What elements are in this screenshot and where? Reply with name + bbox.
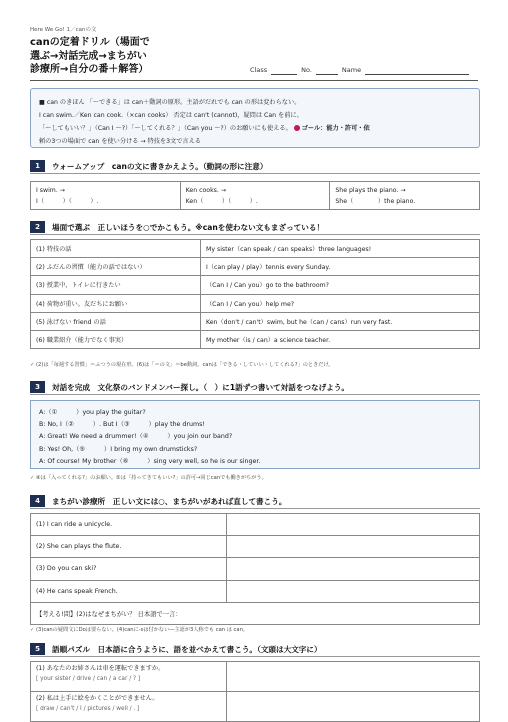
note-text: ④は「入ってくれる?」のお願い。⑤は「持ってきてもいい?」の許可→同じcanでも働きがちがう。 [36,475,267,481]
puzzle-cell [31,662,227,692]
name-field[interactable] [365,66,469,75]
info-line [39,122,471,135]
check-icon: ✓ [30,475,35,481]
answer-cell[interactable] [227,662,480,692]
rewrite-prompt: She plays the piano. → [335,187,406,194]
class-label: Class [250,66,268,74]
scene-cell: (3) 授業中，トイレに行きたい [31,276,201,294]
japanese-sentence: (1) あなたのお姉さんは車を運転できますか。 [36,665,165,672]
dialogue-line[interactable]: A:（① ）you play the guitar? [39,409,146,416]
note-text: (2)は「毎週する習慣」＝ふつうの現在形。(6)は「＝の文」＝be動詞。canは「できる・していい・してくれる?」のときだけ。 [36,362,334,368]
number-field[interactable] [316,66,338,75]
table-row [31,312,480,330]
title-line: canの定着ドリル（場面で [30,37,150,48]
table-row [31,240,480,258]
section-title: 場面で選ぶ 正しいほうを○でかこもう。※canを使わない文もまざっている！ [52,222,325,232]
sentence-cell: (4) He cans speak French. [31,580,227,602]
answer-cell[interactable] [227,580,480,602]
rewrite-prompt: I swim. → [36,187,65,194]
worksheet-title [30,36,260,77]
table-row [31,276,480,294]
name-label: Name [341,66,362,74]
scene-cell: (6) 職業紹介（能力でなく事実） [31,330,201,348]
scene-cell: (4) 荷物が重い。友だちにお願い [31,294,201,312]
think-question-cell[interactable]: 【考える!問】(2)はなぜまちがい？ 日本語で一言： [31,602,480,624]
section-number: 2 [30,221,45,233]
grammar-info-box [30,88,480,148]
rewrite-answer: Ken（ ）（ ）. [185,198,258,205]
rewrite-cell[interactable] [31,182,181,209]
section-4-header [30,494,480,509]
answer-cell[interactable] [227,514,480,536]
table-row [31,536,480,558]
dialogue-box [30,400,480,469]
section-title: まちがい診療所 正しい文には○、まちがいがあれば直して書こう。 [52,496,287,506]
check-icon: ✓ [30,627,35,633]
section-2-note [30,361,334,368]
table-row [31,558,480,580]
table-row [31,258,480,276]
choice-cell[interactable]: My mother（is / can）a science teacher. [201,330,480,348]
table-row [31,514,480,536]
table-row [31,602,480,624]
sentence-cell: (3) Do you can ski? [31,558,227,580]
scene-cell: (5) 泳げない friend の話 [31,312,201,330]
title-line: 選ぶ→対話完成→まちがい [30,50,147,62]
section-title: 語順パズル 日本語に合うように、語を並べかえて書こう。（文頭は大文字に） [52,644,322,654]
rewrite-exercise [30,181,480,210]
sentence-cell: (2) She can plays the flute. [31,536,227,558]
title-line: 診療所→自分の番＋解答） [30,64,149,75]
target-icon [294,125,300,131]
check-icon: ✓ [30,362,35,368]
section-4-note [30,626,248,633]
section-number: 1 [30,160,45,172]
sentence-cell: (1) I can ride a unicycle. [31,514,227,536]
japanese-sentence: (2) 私は上手に絵をかくことができません。 [36,695,159,702]
info-line: ■ can のきほん 「～できる」は can＋動詞の原形。主語がだれでも can の形は変わらない。 [39,99,301,106]
series-label: Here We Go! 1／canの文 [30,27,97,33]
table-row [31,692,480,722]
choice-cell[interactable]: I（can play / play）tennis every Sunday. [201,258,480,276]
correction-table [30,513,480,625]
rewrite-cell[interactable] [181,182,331,209]
rewrite-cell[interactable] [330,182,479,209]
puzzle-cell [31,692,227,722]
answer-cell[interactable] [227,692,480,722]
info-line: 頼の3つの場面で can を使い分ける → 特技を3文で言える [39,138,201,145]
note-text: (3)canの疑問文にDoは要らない。(4)canに-sは付かない―主語が3人称でも can は can。 [36,627,249,633]
section-number: 3 [30,381,45,393]
answer-cell[interactable] [227,558,480,580]
table-row [31,330,480,348]
section-3-note [30,474,267,481]
header-divider [30,80,478,81]
scene-cell: (2) ふだんの習慣（能力の話ではない） [31,258,201,276]
answer-cell[interactable] [227,536,480,558]
table-row [31,580,480,602]
dialogue-line[interactable]: B: No, I（② ）. But I（③ ）play the drums! [39,421,205,429]
choice-table [30,239,480,349]
section-title: ウォームアップ canの文に書きかえよう。（動詞の形に注意） [52,161,268,171]
goal-label: ゴール：能力・許可・依 [301,125,370,132]
no-label: No. [301,66,312,74]
section-1-header [30,159,480,174]
section-title: 対話を完成 文化祭のバンドメンバー探し。（ ）に1語ずつ書いて対話をつなげよう。 [52,382,350,392]
info-text: 「～してもいい？」（Can I ～?）「～してくれる？」（Can you ～?）のお願いにも使える。 [39,125,292,132]
info-line: I can swim.／Ken can cook.（×can cooks） 否定は can't (cannot)，疑問は Can を前に。 [39,112,303,119]
choice-cell[interactable]: My sister（can speak / can speaks）three languages! [201,240,480,258]
section-number: 4 [30,495,45,507]
scene-cell: (1) 特技の話 [31,240,201,258]
choice-cell[interactable]: （Can I / Can you）help me? [201,294,480,312]
dialogue-line[interactable]: A: Of course! My brother（⑥ ）sing very well, so he is our singer. [39,457,261,465]
choice-cell[interactable]: Ken（don't / can't）swim, but he（can / cans）run very fast. [201,312,480,330]
word-list: [ your sister / drive / can / a car / ? ] [36,676,141,682]
section-3-header [30,380,480,395]
choice-cell[interactable]: （Can I / Can you）go to the bathroom? [201,276,480,294]
table-row [31,662,480,692]
dialogue-line[interactable]: B: Yes! Oh,（⑤ ）I bring my own drumsticks? [39,445,198,453]
table-row [31,294,480,312]
rewrite-prompt: Ken cooks. → [185,187,227,194]
class-field[interactable] [271,66,297,75]
section-2-header [30,220,480,235]
word-order-table [30,661,480,722]
rewrite-answer: I（ ）（ ）. [36,198,99,205]
dialogue-line[interactable]: A: Great! We need a drummer!（④ ）you join our band? [39,433,233,441]
student-info-line [250,66,469,75]
section-5-header [30,642,480,657]
section-number: 5 [30,643,45,655]
word-list: [ draw / can't / I / pictures / well / . ] [36,706,140,712]
rewrite-answer: She（ ）the piano. [335,198,416,205]
